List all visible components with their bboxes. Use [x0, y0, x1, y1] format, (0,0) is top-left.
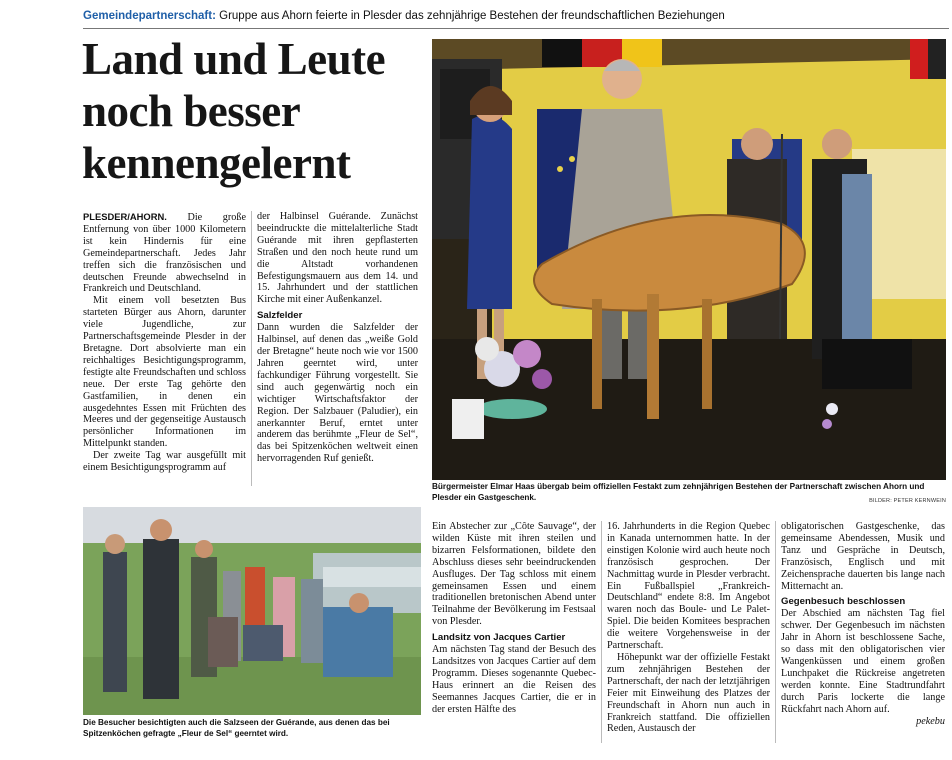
col3-paragraph-1: Ein Abstecher zur „Côte Sauvage“, der wilden Küste mit ihren steilen und bizarren Felsformationen, bildete den Abschluss dieses sehr beeindruckenden Ausfluges. Der Tag schloss mit einem gemeinsamen Essen und einem traditionellen bretonischen Abend unter Teilnahme der Bevölkerung im Festsaal von Plesder.	[432, 521, 596, 628]
subheading-jacques-cartier: Landsitz von Jacques Cartier	[432, 632, 566, 644]
col5-paragraph-1: obligatorischen Gastgeschenke, das gemeinsame Abendessen, Musik und Tanz und Gespräche in Deutsch, Französisch, Englisch und mit Zeichensprache dauerten bis lange nach Mitternacht an.	[781, 521, 945, 592]
col5-paragraph-2: Der Abschied am nächsten Tag fiel schwer. Der Gegenbesuch im nächsten Jahr in Ahorn ist beschlossene Sache, so dass mit den obligatorischen vier Wangenküssen und einem großen Lunchpaket die Rückreise angetreten werden konnte. Eine Stadtrundfahrt durch Paris lockerte die lange Rückfahrt nach Ahorn auf.	[781, 608, 945, 715]
main-photo	[432, 39, 946, 480]
author-line	[781, 716, 945, 728]
kicker-label: Gemeindepartnerschaft:	[83, 10, 216, 22]
col4-paragraph-2: Höhepunkt war der offizielle Festakt zum zehnjährigen Bestehen der Partnerschaft, der nach der letztjährigen Feier mit Einweihung des Platzes der Freundschaft in Ahorn nun auch in Frankreich stattfand. Die offiziellen Reden, Austausch der	[607, 651, 770, 735]
subheading-salzfelder: Salzfelder	[257, 310, 303, 322]
col1-paragraph-3: Der zweite Tag war ausgefüllt mit einem Besichtigungsprogramm auf	[83, 450, 246, 474]
col1-paragraph-2: Mit einem voll besetzten Bus starteten Bürger aus Ahorn, darunter viele Jugendliche, zur Partnerschaftsgemeinde Plesder in der Bretagne. Dort absolvierte man ein reichhaltiges Besichtigungsprogramm, festigte alte Freundschaften und schloss neue. Der erste Tag gehörte den Gastfamilien, in denen ein ausgedehntes Essen mit Früchten des Meeres und der gegenseitige Austausch persönlicher Informationen im Mittelpunkt standen.	[83, 295, 246, 450]
dateline: PLESDER/AHORN.	[83, 211, 167, 222]
article-column-4	[607, 521, 770, 735]
headline	[82, 33, 427, 189]
kicker	[83, 9, 943, 23]
col4-paragraph-1: 16. Jahrhunderts in die Region Quebec in Kanada unternommen hatte. In der einstigen Kolonie wird auch heute noch französisch gesprochen. Der Nachmittag wurde in Plesder verbracht. Ein Fußballspiel „Frankreich-Deutschland“ endete 8:8. Im Angebot waren noch das Boule- und Le Palet-Spiel. Die beiden Komitees besprachen die weitere Vorgehensweise in der Partnerschaft.	[607, 521, 770, 652]
photo-salzseen-illustration	[83, 507, 421, 715]
main-photo-caption: Bürgermeister Elmar Haas übergab beim offiziellen Festakt zum zehnjährigen Bestehen der Partnerschaft zwischen Ahorn und Plesder ein Gastgeschenk.	[432, 482, 925, 502]
photo-festakt-illustration	[432, 39, 946, 480]
photo-credit: BILDER: PETER KERNWEIN	[869, 498, 946, 504]
author: pekebu	[916, 715, 945, 727]
column-divider	[775, 521, 776, 743]
article-column-3	[432, 521, 596, 716]
headline-line-2: noch besser	[82, 86, 301, 136]
col1-paragraph-1: Die große Entfernung von über 1000 Kilometern ist kein Hindernis für eine Gemeindepartnerschaft. Jedes Jahr treffen sich die französischen und deutschen Freunde abwechselnd in Frankreich und Deutschland.	[83, 212, 246, 295]
col3-paragraph-2: Am nächsten Tag stand der Besuch des Landsitzes von Jacques Cartier auf dem Programm. Dieses sogenannte Quebec-Haus erinnert an die Reisen des Seemannes Jacques Cartier, die er in der ersten Hälfte des	[432, 644, 596, 715]
headline-line-1: Land und Leute	[82, 34, 386, 84]
headline-line-3: kennengelernt	[82, 138, 351, 188]
subheading-gegenbesuch: Gegenbesuch beschlossen	[781, 596, 906, 608]
column-divider	[251, 211, 252, 486]
small-photo	[83, 507, 421, 715]
col2-paragraph-2: Dann wurden die Salzfelder der Halbinsel, auf denen das „weiße Gold der Bretagne“ heute noch wie vor 1500 Jahren geerntet wird, unter fachkundiger Führung vorgestellt. Sie sind auch gegenwärtig noch ein wichtiger Wirtschaftsfaktor der Region. Der Salzbauer (Paludier), ein anerkannter Beruf, erntet unter anderem das berühmte „Fleur de Sel“, das bei Spitzenköchen weltweit einen hervorragenden Ruf genießt.	[257, 322, 418, 465]
kicker-text: Gruppe aus Ahorn feierte in Plesder das zehnjährige Bestehen der freundschaftlichen Beziehungen	[215, 10, 725, 22]
article-column-1	[83, 211, 246, 474]
article-column-2	[257, 211, 418, 465]
col2-paragraph-1: der Halbinsel Guérande. Zunächst beeindruckte die mittelalterliche Stadt Guérande mit ihren gepflasterten Straßen und den noch heute rund um die Altstadt vorhandenen Befestigungsmauern aus dem 14. und 15. Jahrhundert und der stattlichen Kirche mit einer Außenkanzel.	[257, 211, 418, 306]
column-divider	[601, 521, 602, 743]
top-rule	[83, 28, 949, 29]
small-photo-caption: Die Besucher besichtigten auch die Salzseen der Guérande, aus denen das bei Spitzenköchen gefragte „Fleur de Sel“ geerntet wird.	[83, 718, 390, 738]
article-column-5	[781, 521, 945, 728]
